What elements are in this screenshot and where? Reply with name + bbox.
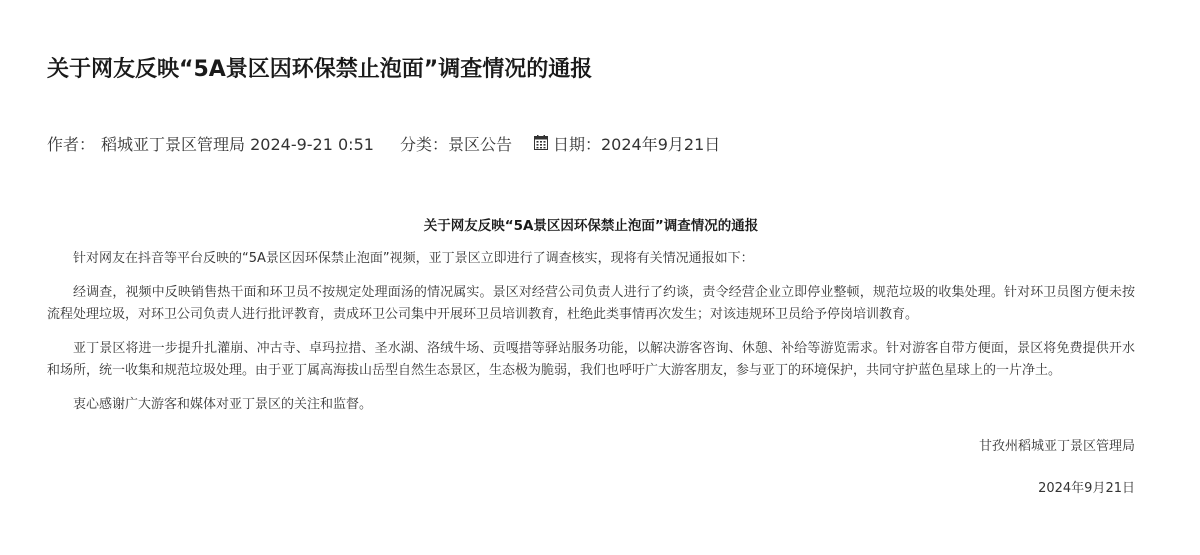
category-info: [400, 132, 512, 155]
author-label: 作者：: [47, 135, 96, 154]
article-paragraph: 亚丁景区将进一步提升扎灌崩、冲古寺、卓玛拉措、圣水湖、洛绒牛场、贡嘎措等驿站服务功能，以解决游客咨询、休憩、补给等游览需求。针对游客自带方便面，景区将免费提供开水和场所，统一收集和规范垃圾处理。由于亚丁属高海拔山岳型自然生态景区，生态极为脆弱，我们也呼吁广大游客朋友，参与亚丁的环境保护，共同守护蓝色星球上的一片净土。: [47, 341, 1135, 378]
page-title: 关于网友反映“5A景区因环保禁止泡面”调查情况的通报: [47, 57, 593, 82]
article-body: [47, 215, 1135, 512]
date-info: [534, 132, 720, 155]
calendar-icon: [534, 135, 548, 150]
article-meta: [47, 132, 720, 155]
signature-org: 甘孜州稻城亚丁景区管理局: [978, 439, 1135, 454]
article-paragraph: 衷心感谢广大游客和媒体对亚丁景区的关注和监督。: [73, 397, 373, 412]
article-paragraph: 针对网友在抖音等平台反映的“5A景区因环保禁止泡面”视频，亚丁景区立即进行了调查核实，现将有关情况通报如下：: [73, 251, 754, 266]
category-label: 分类：: [399, 135, 448, 154]
author-value: 稻城亚丁景区管理局 2024-9-21 0:51: [101, 135, 374, 154]
author-info: [47, 132, 374, 155]
article-title: 关于网友反映“5A景区因环保禁止泡面”调查情况的通报: [423, 218, 759, 234]
date-label: 日期：: [552, 135, 601, 154]
date-value: 2024年9月21日: [600, 135, 721, 154]
category-value[interactable]: 景区公告: [447, 135, 512, 154]
article-paragraph: 经调查，视频中反映销售热干面和环卫员不按规定处理面汤的情况属实。景区对经营公司负责人进行了约谈，责令经营企业立即停业整顿，规范垃圾的收集处理。针对环卫员图方便未按流程处理垃圾，对环卫公司负责人进行批评教育，责成环卫公司集中开展环卫员培训教育，杜绝此类事情再次发生；对该违规环卫员给予停岗培训教育。: [47, 285, 1135, 322]
signature-date: 2024年9月21日: [1038, 481, 1135, 496]
